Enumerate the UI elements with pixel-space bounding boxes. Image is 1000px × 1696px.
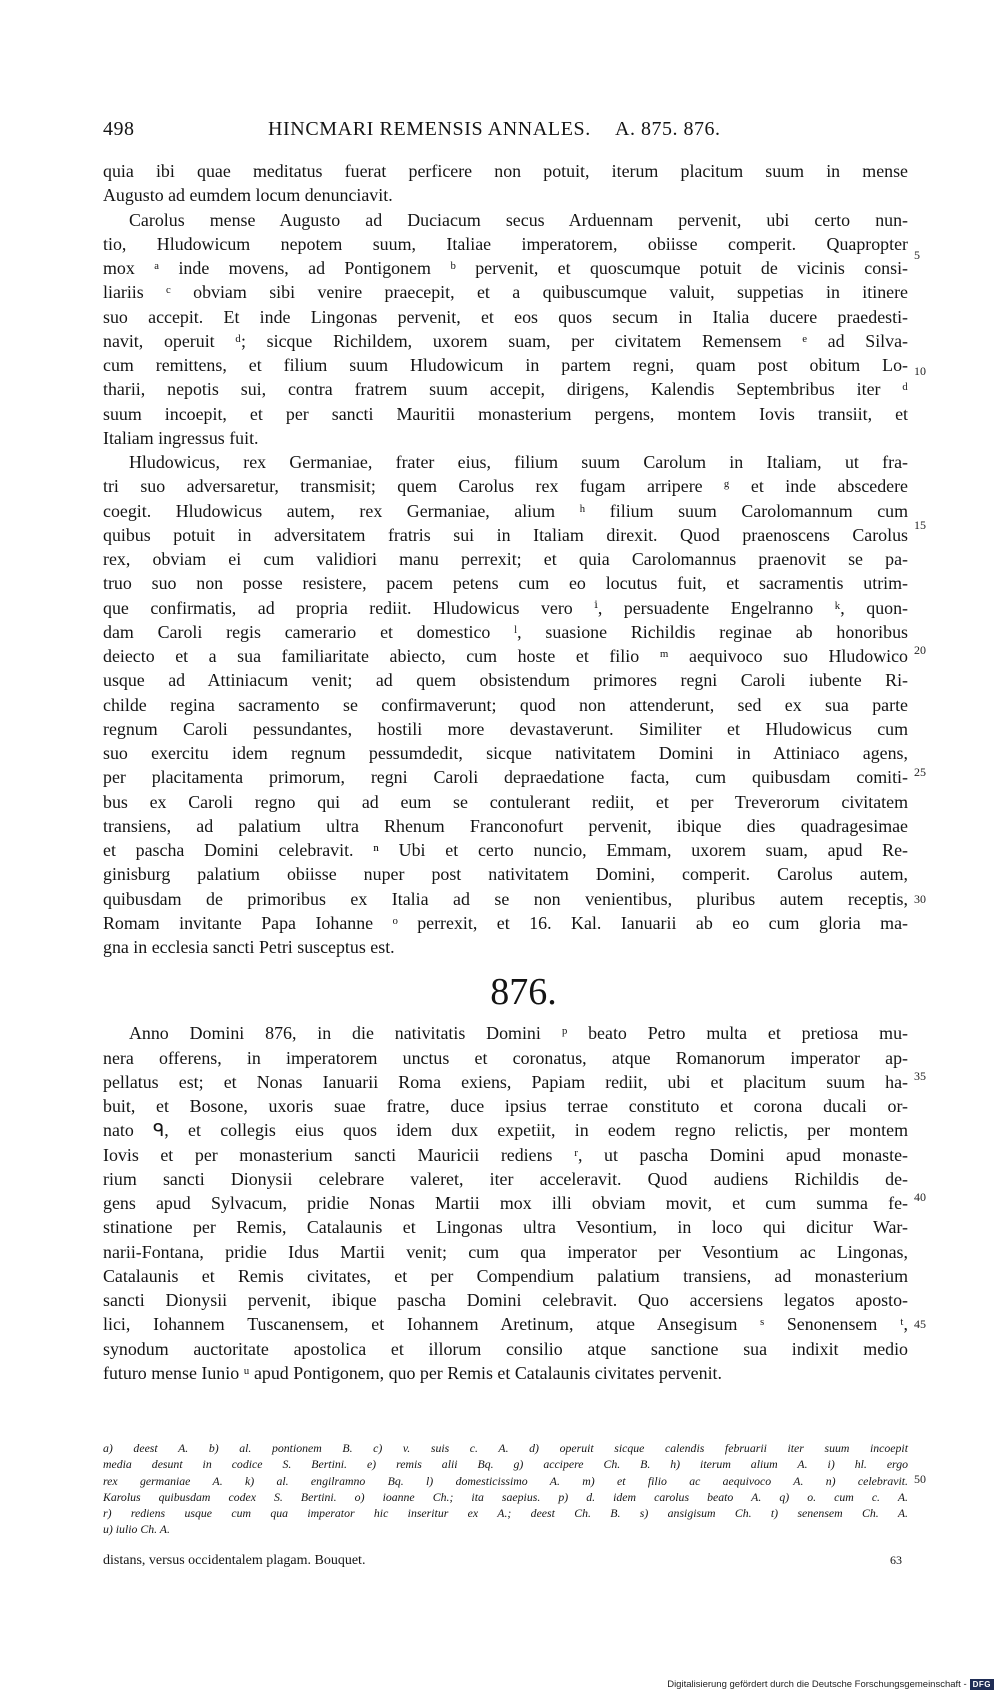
text-line: pellatus est; et Nonas Ianuarii Roma exiens, Papiam rediit, ubi et placitum suum ha- [103, 1071, 908, 1092]
text-line: gens apud Sylvacum, pridie Nonas Martii mox illi obviam movit, et cum summa fe- [103, 1193, 908, 1213]
text-line: stinatione per Remis, Catalaunis et Lingonas ultra Vesontium, in loco qui dicitur War- [103, 1217, 908, 1238]
text-line: Iovis et per monasterium sancti Mauricii rediens ʳ, ut pascha Domini apud monaste- [103, 1144, 908, 1165]
footnote-line: rex germaniae A. k) al. engilramno Bq. l) domesticissimo A. m) et filio ac aequivoco A. n) celebravit. [103, 1473, 908, 1488]
text-line: transiens, ad palatium ultra Rhenum Franconofurt pervenit, ibique dies quadragesimae [103, 815, 908, 836]
line-number: 35 [914, 1069, 926, 1083]
text-line: suum incoepit, et per sancti Mauritii monasterium pergens, montem Iovis transiit, et [103, 403, 908, 424]
text-line: quibusdam de primoribus ex Italia ad se non venientibus, pluribus autem receptis, [103, 888, 908, 909]
text-line: gna in ecclesia sancti Petri susceptus est. [103, 937, 395, 957]
text-line: navit, operuit ᵈ; sicque Richildem, uxorem suam, per civitatem Remensem ᵉ ad Silva- [103, 330, 908, 351]
text-line: narii-Fontana, pridie Idus Martii venit; cum qua imperator per Vesontium ac Lingonas, [103, 1241, 908, 1262]
digitization-footer [667, 1679, 994, 1690]
line-number: 20 [914, 643, 926, 657]
text-line: usque ad Attiniacum venit; ad quem obsistendum primores regni Caroli iubente Ri- [103, 670, 908, 691]
text-line: Anno Domini 876, in die nativitatis Domini ᵖ beato Petro multa et pretiosa mu- [129, 1023, 908, 1044]
paragraph-3 [103, 450, 908, 959]
line-number: 40 [914, 1190, 926, 1204]
footnotes [103, 1440, 908, 1538]
paragraph-4 [103, 1021, 908, 1385]
line-number: 45 [914, 1317, 926, 1331]
text-line: deiecto et a sua familiaritate abiecto, cum hoste et filio ᵐ aequivoco suo Hludowico [103, 646, 908, 666]
line-number: 5 [914, 248, 920, 262]
page-number: 498 [103, 118, 135, 140]
footnote-line: a) deest A. b) al. pontionem B. c) v. suis c. A. d) operuit sicque calendis februarii iter suum incoepit [103, 1441, 908, 1455]
text-line: Catalaunis et Remis civitates, et per Compendium palatium transiens, ad monasterium [103, 1265, 908, 1286]
running-header [103, 118, 903, 148]
text-line: Carolus mense Augusto ad Duciacum secus Arduennam pervenit, ubi certo nun- [129, 209, 908, 230]
footer-text: Digitalisierung gefördert durch die Deutsche Forschungsgemeinschaft - [667, 1679, 967, 1690]
dfg-logo-icon: DFG [970, 1679, 994, 1690]
text-line: Hludowicus, rex Germaniae, frater eius, filium suum Carolum in Italiam, ut fra- [129, 452, 908, 472]
paragraph-2 [103, 208, 908, 451]
main-text [103, 159, 908, 1385]
signature-mark: 63 [890, 1553, 902, 1567]
text-line: suo exercitu idem regnum pessumdedit, sicque nativitatem Domini in Attiniaco agens, [103, 743, 908, 763]
text-line: futuro mense Iunio ᵘ apud Pontigonem, quo per Remis et Catalaunis civitates pervenit. [103, 1362, 722, 1383]
text-line: Augusto ad eumdem locum denunciavit. [103, 185, 393, 206]
text-line: synodum auctoritate apostolica et illorum consilio atque sanctione sua indixit medio [103, 1338, 908, 1359]
footnote-line: media desunt in codice S. Bertini. e) remis alii Bq. g) accipere Ch. B. h) iterum alium A. i) hl. ergo [103, 1457, 908, 1472]
text-line: per placitamenta primorum, regni Caroli depraedatione facta, cum quibusdam comiti- [103, 767, 908, 788]
footnote-line: Karolus quibusdam codex S. Bertini. o) ioanne Ch.; ita saepius. p) d. idem carolus beato A. q) o. cum c. A. [103, 1489, 908, 1504]
text-line: dam Caroli regis camerario et domestico ˡ, suasione Richildis reginae ab honoribus [103, 621, 908, 642]
line-number: 25 [914, 765, 926, 779]
text-line: regnum Caroli pessundantes, hostili more devastaverunt. Similiter et Hludowicus cum [103, 718, 908, 739]
text-line: sancti Dionysii pervenit, ibique pascha Domini celebravit. Quo accersiens legatos aposto- [103, 1290, 908, 1310]
text-line: quibus potuit in adversitatem fratris sui in Italiam direxit. Quod praenoscens Carolus [103, 524, 908, 545]
text-line: tio, Hludowicum nepotem suum, Italiae imperatorem, obiisse comperit. Quapropter [103, 233, 908, 254]
footnote-line: r) rediens usque cum qua imperator hic inseritur ex A.; deest Ch. B. s) ansigisum Ch. t) senensem Ch. A. [103, 1506, 908, 1521]
running-title: HINCMARI REMENSIS ANNALES. [268, 118, 591, 140]
text-line: bus ex Caroli regno qui ad eum se contulerant rediit, et per Treverorum civitatem [103, 791, 908, 812]
continued-note: distans, versus occidentalem plagam. Bouquet. [103, 1553, 366, 1568]
text-line: tri suo adversaretur, transmisit; quem Carolus rex fugam arripere ᵍ et inde abscedere [103, 476, 908, 497]
paragraph-1 [103, 159, 908, 208]
text-line: coegit. Hludowicus autem, rex Germaniae, alium ʰ filium suum Carolomannum cum [103, 500, 908, 521]
line-number: 15 [914, 518, 926, 532]
text-line: mox ᵃ inde movens, ad Pontigonem ᵇ pervenit, et quoscumque potuit de vicinis consi- [103, 258, 908, 278]
text-line: et pascha Domini celebravit. ⁿ Ubi et certo nuncio, Emmam, uxorem suam, apud Re- [103, 840, 908, 860]
text-line: que confirmatis, ad propria rediit. Hludowicus vero ⁱ, persuadente Engelranno ᵏ, quon- [103, 597, 908, 618]
text-line: rium sancti Dionysii celebrare valeret, iter acceleravit. Quod audiens Richildis de- [103, 1168, 908, 1189]
text-line: childe regina sacramento se confirmaverunt; quod non attenderunt, sed ex sua parte [103, 694, 908, 715]
text-line: buit, et Bosone, uxoris suae fratre, duce ipsius terrae constituto et corona ducali or- [103, 1096, 908, 1116]
text-line: nato ᑫ, et collegis eius quos idem dux expetiit, in eodem regno relictis, per montem [103, 1120, 908, 1141]
text-line: liariis ᶜ obviam sibi venire praecepit, et a quibuscumque valuit, suppetias in itinere [103, 282, 908, 303]
year-heading: 876. [490, 971, 557, 1014]
text-line: Romam invitante Papa Iohanne ᵒ perrexit, et 16. Kal. Ianuarii ab eo cum gloria ma- [103, 912, 908, 933]
text-line: quia ibi quae meditatus fuerat perficere non potuit, iterum placitum suum in mense [103, 161, 908, 181]
footnote-line: u) iulio Ch. A. [103, 1522, 170, 1537]
line-number: 50 [914, 1472, 926, 1486]
text-line: truo suo non posse resistere, pacem petens cum eo locutus fuit, et sacramentis utrim- [103, 573, 908, 594]
header-years: A. 875. 876. [615, 118, 721, 140]
line-number: 10 [914, 364, 926, 378]
text-line: suo accepit. Et inde Lingonas pervenit, et eos quos secum in Italia ducere praedesti- [103, 306, 908, 327]
text-line: rex, obviam ei cum validiori manu perrexit; et quia Carolomannus praenovit se pa- [103, 549, 908, 569]
text-line: ginisburg palatium obiisse nuper post nativitatem Domini, comperit. Carolus autem, [103, 864, 908, 885]
line-number: 30 [914, 892, 926, 906]
text-line: nera offerens, in imperatorem unctus et coronatus, atque Romanorum imperator ap- [103, 1047, 908, 1068]
text-line: Italiam ingressus fuit. [103, 427, 259, 448]
text-line: cum remittens, et filium suum Hludowicum in partem regni, quam post obitum Lo- [103, 355, 908, 375]
text-line: tharii, nepotis sui, contra fratrem suum accepit, dirigens, Kalendis Septembribus iter ᵈ [103, 379, 908, 400]
text-line: lici, Iohannem Tuscanensem, et Iohannem Aretinum, atque Ansegisum ˢ Senonensem ᵗ, [103, 1314, 908, 1335]
